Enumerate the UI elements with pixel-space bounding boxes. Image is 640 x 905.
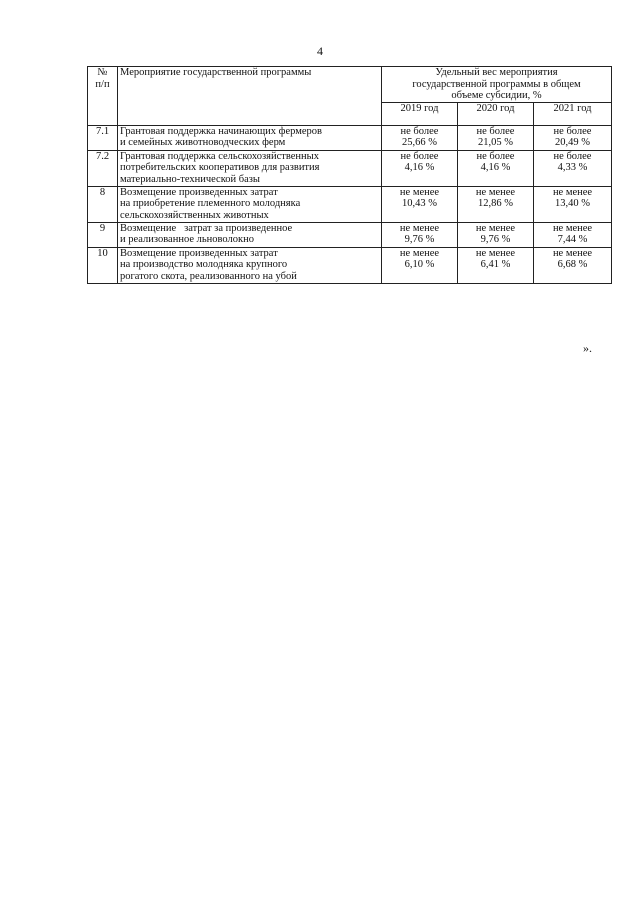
table-row xyxy=(88,247,612,283)
value-percent: 9,76 % xyxy=(404,234,435,245)
header-share-line: государственной программы в общем xyxy=(412,78,581,90)
event-name-line: Возмещение произведенных затрат xyxy=(120,247,278,259)
row-event-name xyxy=(118,125,382,150)
header-number-line: п/п xyxy=(95,78,110,90)
row-number: 8 xyxy=(88,186,118,222)
value-qualifier: не менее xyxy=(399,186,440,198)
event-name-line: на производство молодняка крупного xyxy=(120,259,288,270)
table-row xyxy=(88,186,612,222)
value-percent: 10,43 % xyxy=(402,198,437,209)
value-percent: 9,76 % xyxy=(480,234,511,245)
header-year-2019: 2019 год xyxy=(382,102,458,125)
value-qualifier: не менее xyxy=(399,247,440,259)
value-qualifier: не более xyxy=(476,125,515,137)
header-share-line: Удельный вес мероприятия xyxy=(435,67,558,78)
value-qualifier: не менее xyxy=(475,247,516,259)
value-qualifier: не более xyxy=(553,125,592,137)
table-row xyxy=(88,222,612,247)
header-share-line: объеме субсидии, % xyxy=(451,90,542,101)
event-name-line: рогатого скота, реализованного на убой xyxy=(120,270,297,282)
event-name-line: Грантовая поддержка сельскохозяйственных xyxy=(120,150,319,162)
table-row xyxy=(88,125,612,150)
value-2021 xyxy=(534,125,612,150)
value-2020 xyxy=(458,150,534,186)
row-number: 7.2 xyxy=(88,150,118,186)
closing-quote-mark: ». xyxy=(583,341,592,355)
event-name-line: Грантовая поддержка начинающих фермеров xyxy=(120,125,322,137)
row-event-name xyxy=(118,150,382,186)
value-2021 xyxy=(534,150,612,186)
value-percent: 25,66 % xyxy=(402,137,437,148)
event-name-line: материально-технической базы xyxy=(120,173,260,185)
table-row xyxy=(88,150,612,186)
event-name-line: сельскохозяйственных животных xyxy=(120,209,269,221)
event-name-line: потребительских кооперативов для развития xyxy=(120,162,320,173)
event-name-line: Возмещение затрат за произведенное xyxy=(120,222,293,234)
value-percent: 13,40 % xyxy=(555,198,591,209)
value-qualifier: не менее xyxy=(552,186,593,198)
value-2019 xyxy=(382,222,458,247)
row-event-name xyxy=(118,247,382,283)
value-percent: 21,05 % xyxy=(478,137,513,148)
value-qualifier: не более xyxy=(476,150,515,162)
value-qualifier: не более xyxy=(400,150,439,162)
value-2019 xyxy=(382,186,458,222)
value-qualifier: не менее xyxy=(552,222,593,234)
event-name-line: и семейных животноводческих ферм xyxy=(120,137,286,148)
header-year-2020: 2020 год xyxy=(458,102,534,125)
value-qualifier: не менее xyxy=(399,222,440,234)
value-percent: 6,41 % xyxy=(480,259,511,270)
value-qualifier: не менее xyxy=(475,186,516,198)
value-percent: 7,44 % xyxy=(557,234,588,245)
value-2021 xyxy=(534,222,612,247)
value-qualifier: не менее xyxy=(475,222,516,234)
event-name-line: Возмещение произведенных затрат xyxy=(120,186,278,198)
value-2019 xyxy=(382,247,458,283)
value-percent: 6,10 % xyxy=(404,259,435,270)
row-event-name xyxy=(118,222,382,247)
value-2019 xyxy=(382,150,458,186)
header-number-line: № xyxy=(97,67,108,78)
value-percent: 4,33 % xyxy=(557,162,588,173)
value-percent: 20,49 % xyxy=(555,137,591,148)
value-2020 xyxy=(458,186,534,222)
header-event: Мероприятие государственной программы xyxy=(118,67,382,126)
value-percent: 4,16 % xyxy=(404,162,435,173)
value-2020 xyxy=(458,222,534,247)
value-qualifier: не более xyxy=(553,150,592,162)
header-year-2021: 2021 год xyxy=(534,102,612,125)
event-name-line: на приобретение племенного молодняка xyxy=(120,198,301,209)
row-event-name xyxy=(118,186,382,222)
event-name-line: и реализованное льноволокно xyxy=(120,234,254,245)
header-share xyxy=(382,67,612,103)
value-percent: 4,16 % xyxy=(480,162,511,173)
value-qualifier: не более xyxy=(400,125,439,137)
page-number: 4 xyxy=(317,44,323,58)
value-percent: 12,86 % xyxy=(478,198,513,209)
value-qualifier: не менее xyxy=(552,247,593,259)
value-percent: 6,68 % xyxy=(557,259,588,270)
value-2020 xyxy=(458,247,534,283)
row-number: 9 xyxy=(88,222,118,247)
value-2019 xyxy=(382,125,458,150)
subsidy-share-table xyxy=(87,66,612,284)
row-number: 7.1 xyxy=(88,125,118,150)
value-2020 xyxy=(458,125,534,150)
value-2021 xyxy=(534,186,612,222)
value-2021 xyxy=(534,247,612,283)
row-number: 10 xyxy=(88,247,118,283)
header-number xyxy=(88,67,118,126)
